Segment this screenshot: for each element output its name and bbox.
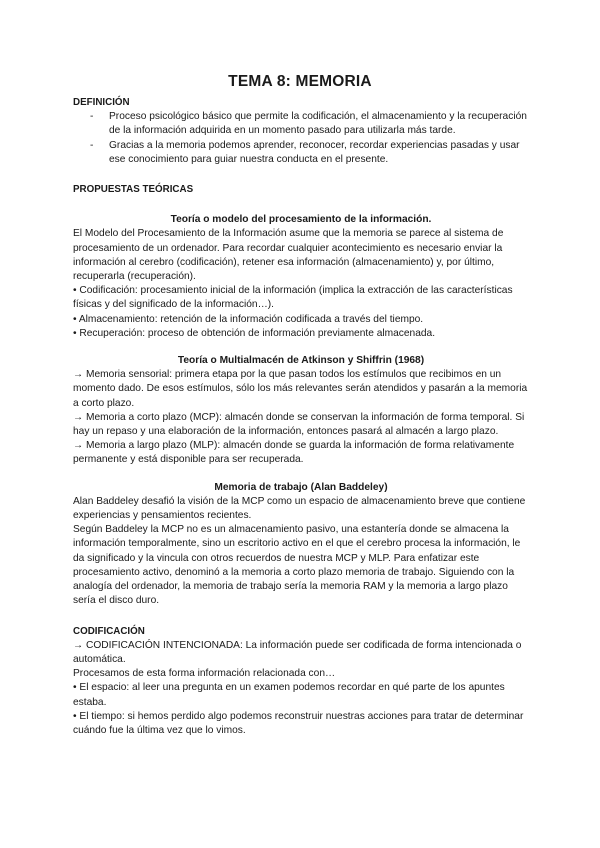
dash-bullet: - bbox=[90, 111, 94, 123]
codificacion-heading: CODIFICACIÓN bbox=[73, 625, 145, 637]
definicion-heading: DEFINICIÓN bbox=[73, 97, 130, 108]
memoria-trabajo-heading: Memoria de trabajo (Alan Baddeley) bbox=[214, 481, 388, 493]
memoria-trabajo-paragraph: Alan Baddeley desafió la visión de la MCP como un espacio de almacenamiento breve que contiene experiencias y pensamientos recientes. bbox=[73, 495, 526, 522]
codificacion-line-intro: Procesamos de esta forma información relacionada con… bbox=[73, 668, 336, 680]
codificacion-line-espacio: • El espacio: al leer una pregunta en un examen podemos recordar en qué parte de los apuntes estaba. bbox=[73, 682, 505, 708]
document-body bbox=[73, 96, 529, 738]
modelo-paragraph: El Modelo del Procesamiento de la Información asume que la memoria se parece al sistema de procesamiento de un ordenador. Para recordar cualquier acontecimiento es necesario enviar la información al cerebro (codificación), retener esa información (almacenamiento) y, por último, recuperarla (recuperación). bbox=[73, 228, 504, 283]
codificacion-line-tiempo: • El tiempo: si hemos perdido algo podemos reconstruir nuestras acciones para tratar de determinar cuándo fue la última vez que lo vimos. bbox=[73, 710, 524, 736]
memoria-trabajo-paragraph: Según Baddeley la MCP no es un almacenamiento pasivo, una estantería donde se almacena la información temporalmente, sino un escritorio activo en el que el cerebro procesa la información, le da significado y la vincula con otros recuerdos de nuestra MCP y MLP. Para enfatizar este procesamiento activo, denominó a la memoria a corto plazo memoria de trabajo. Siguiendo con la analogía del ordenador, la memoria de trabajo sería la memoria RAM y la memoria a largo plazo sería el disco duro. bbox=[73, 524, 521, 607]
codificacion-line-intencionada: → CODIFICACIÓN INTENCIONADA: La información puede ser codificada de forma intencionada o automática. bbox=[73, 639, 522, 665]
definicion-item bbox=[73, 139, 529, 167]
modelo-line-recuperacion: • Recuperación: proceso de obtención de información previamente almacenada. bbox=[73, 327, 436, 339]
definicion-item-text: Proceso psicológico básico que permite la codificación, el almacenamiento y la recuperación de la información adquirida en un momento pasado para utilizarla más tarde. bbox=[109, 111, 527, 137]
multialmacen-line-sensorial: → Memoria sensorial: primera etapa por la que pasan todos los estímulos que recibimos en un momento dado. De esos estímulos, sólo los más relevantes serán atendidos y pasarán a la memoria a corto plazo. bbox=[73, 369, 528, 409]
modelo-line-almacenamiento: • Almacenamiento: retención de la información codificada a través del tiempo. bbox=[73, 313, 424, 325]
multialmacen-line-mlp: → Memoria a largo plazo (MLP): almacén donde se guarda la información de forma relativamente permanente y está disponible para ser recuperada. bbox=[73, 440, 515, 466]
modelo-procesamiento-heading: Teoría o modelo del procesamiento de la información. bbox=[170, 214, 432, 226]
dash-bullet: - bbox=[90, 139, 94, 151]
definicion-item-text: Gracias a la memoria podemos aprender, reconocer, recordar experiencias pasadas y usar ese conocimiento para guiar nuestra conducta en el presente. bbox=[109, 139, 520, 165]
modelo-line-codificacion: • Codificación: procesamiento inicial de la información (implica la extracción de las características físicas y del significado de la información…). bbox=[73, 285, 513, 311]
definicion-item bbox=[73, 110, 529, 138]
page-title: TEMA 8: MEMORIA bbox=[228, 73, 372, 90]
multialmacen-heading: Teoría o Multialmacén de Atkinson y Shiffrin (1968) bbox=[177, 355, 425, 367]
propuestas-heading: PROPUESTAS TEÓRICAS bbox=[73, 184, 194, 196]
definicion-list bbox=[73, 110, 529, 167]
multialmacen-line-mcp: → Memoria a corto plazo (MCP): almacén donde se conservan la información de forma temporal. Si hay un repaso y una elaboración de la información, entonces pasará al almacén a largo plazo. bbox=[73, 411, 525, 438]
